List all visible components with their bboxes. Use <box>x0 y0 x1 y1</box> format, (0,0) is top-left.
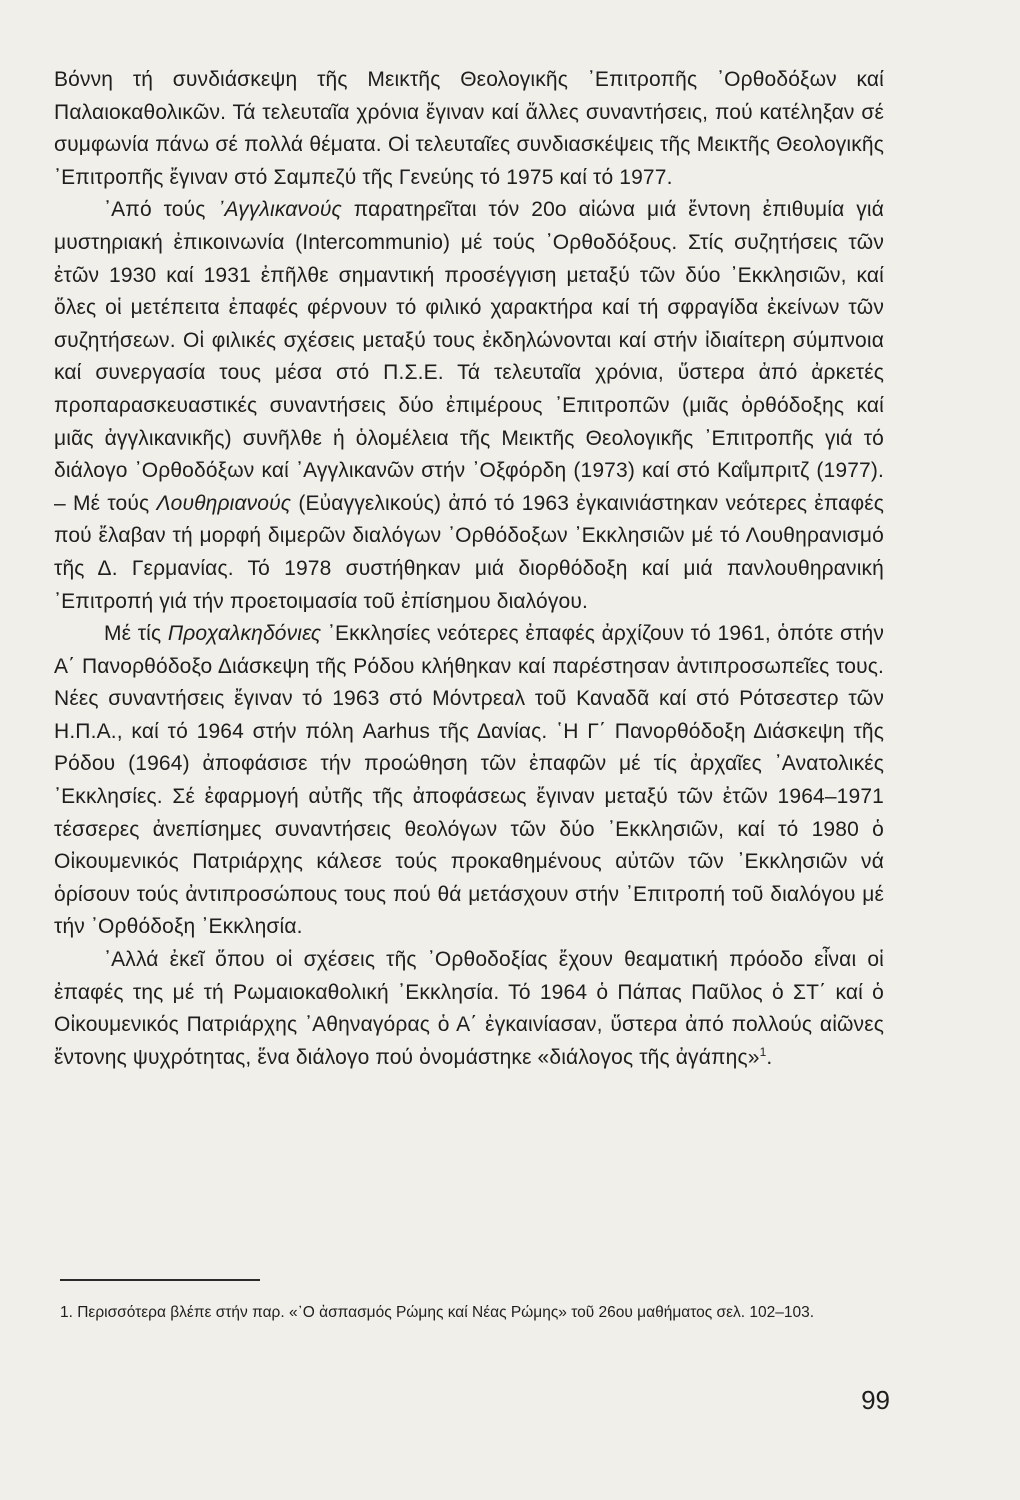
emphasis-anglicans: ᾿Αγγλικανούς <box>217 198 342 222</box>
paragraph-text: Βόννη τή συνδιάσκεψη τῆς Μεικτῆς Θεολογικῆς ᾿Επιτροπῆς ᾿Ορθοδόξων καί Παλαιοκαθολικῶν. Τά τελευταῖα χρόνια ἔγιναν καί ἄλλες συναντήσεις, πού κατέληξαν σέ συμφωνία πάνω σέ πολλά θέματα. Οἱ τελευταῖες συνδιασκέψεις τῆς Μεικτῆς Θεολογικῆς ᾿Επιτροπῆς ἔγιναν στό Σαμπεζύ τῆς Γενεύης τό 1975 καί τό 1977. <box>54 68 884 189</box>
paragraph-text: (Εὐαγγελικούς) ἀπό τό 1963 ἐγκαινιάστηκαν νεότερες ἐπαφές πού ἔλαβαν τή μορφή διμερῶν διαλόγων ᾿Ορθόδοξων ᾿Εκκλησιῶν μέ τό Λουθηρανισμό τῆς Δ. Γερμανίας. Τό 1978 συστήθηκαν μιά διορθόδοξη καί μιά πανλουθηρανική ᾿Επιτροπή γιά τήν προετοιμασία τοῦ ἐπίσημου διαλόγου. <box>54 491 884 613</box>
paragraph-pre-chalcedonian <box>54 618 884 944</box>
paragraph-text: ᾿Από τούς <box>104 198 218 222</box>
emphasis-pre-chalcedonian: Προχαλκηδόνιες <box>167 622 322 646</box>
paragraph-text: ᾿Αλλά ἐκεῖ ὅπου οἱ σχέσεις τῆς ᾿Ορθοδοξίας ἔχουν θεαματική πρόοδο εἶναι οἱ ἐπαφές της μέ τή Ρωμαιοκαθολική ᾿Εκκλησία. Τό 1964 ὁ Πάπας Παῦλος ὁ ΣΤ΄ καί ὁ Οἰκουμενικός Πατριάρχης ᾿Αθηναγόρας ὁ Α΄ ἐγκαινίασαν, ὕστερα ἀπό πολλούς αἰῶνες ἔντονης ψυχρότητας, ἕνα διάλογο πού ὀνομάστηκε «διάλογος τῆς ἀγάπης» <box>54 948 884 1069</box>
paragraph-anglicans-lutherans <box>54 194 884 618</box>
paragraph-text: παρατηρεῖται τόν 20ο αἰώνα μιά ἔντονη ἐπιθυμία γιά μυστηριακή ἐπικοινωνία (Intercommunio) μέ τούς ᾿Ορθοδόξους. Στίς συζητήσεις τῶν ἐτῶν 1930 καί 1931 ἐπῆλθε σημαντική προσέγγιση μεταξύ τῶν δύο ᾿Εκκλησιῶν, καί ὅλες οἱ μετέπειτα ἐπαφές φέρνουν τό φιλικό χαρακτήρα καί τή σφραγίδα ἐκείνων τῶν συζητήσεων. Οἱ φιλικές σχέσεις μεταξύ τους ἐκδηλώνονται καί στήν ἰδιαίτερη σύμπνοια καί συνεργασία τους μέσα στό Π.Σ.Ε. Τά τελευταῖα χρόνια, ὕστερα ἀπό ἀρκετές προπαρασκευαστικές συναντήσεις δύο ἐπιμέρους ᾿Επιτροπῶν (μιᾶς ὀρθόδοξης καί μιᾶς ἀγγλικανικῆς) συνῆλθε ἡ ὁλομέλεια τῆς Μεικτῆς Θεολογικῆς ᾿Επιτροπῆς γιά τό διάλογο ᾿Ορθοδόξων καί ᾿Αγγλικανῶν στήν ᾿Οξφόρδη (1973) καί στό Καΐμπριτζ (1977). – Μέ τούς <box>54 198 884 515</box>
paragraph-text: ᾿Εκκλησίες νεότερες ἐπαφές ἀρχίζουν τό 1961, ὁπότε στήν Α΄ Πανορθόδοξο Διάσκεψη τῆς Ρόδου κλήθηκαν καί παρέστησαν ἀντιπροσωπεῖες τους. Νέες συναντήσεις ἔγιναν τό 1963 στό Μόντρεαλ τοῦ Καναδᾶ καί στό Ρότσεστερ τῶν Η.Π.Α., καί τό 1964 στήν πόλη Aarhus τῆς Δανίας. ῾Η Γ΄ Πανορθόδοξη Διάσκεψη τῆς Ρόδου (1964) ἀποφάσισε τήν προώθηση τῶν ἐπαφῶν μέ τίς ἀρχαῖες ᾿Ανατολικές ᾿Εκκλησίες. Σέ ἐφαρμογή αὐτῆς τῆς ἀποφάσεως ἔγιναν μεταξύ τῶν ἐτῶν 1964–1971 τέσσερες ἀνεπίσημες συναντήσεις θεολόγων τῶν δύο ᾿Εκκλησιῶν, καί τό 1980 ὁ Οἰκουμενικός Πατριάρχης κάλεσε τούς προκαθημένους αὐτῶν τῶν ᾿Εκκλησιῶν νά ὁρίσουν τούς ἀντιπροσώπους τους πού θά μετάσχουν στήν ᾿Επιτροπή τοῦ διαλόγου μέ τήν ᾿Ορθόδοξη ᾿Εκκλησία. <box>54 622 884 939</box>
paragraph-text: Μέ τίς <box>104 622 168 646</box>
paragraph-text: . <box>766 1045 773 1069</box>
paragraph-roman-catholic <box>54 944 884 1074</box>
page-number: 99 <box>861 1385 890 1415</box>
footnote: 1. Περισσότερα βλέπε στήν παρ. «᾿Ο ἀσπασμός Ρώμης καί Νέας Ρώμης» τοῦ 26ου μαθήματος σελ. 102–103. <box>60 1304 814 1321</box>
footnote-reference: 1 <box>759 1044 767 1059</box>
footnote-divider <box>60 1279 260 1281</box>
emphasis-lutherans: Λουθηριανούς <box>156 491 292 515</box>
paragraph-continuation <box>54 64 884 194</box>
body-text <box>54 64 884 1074</box>
